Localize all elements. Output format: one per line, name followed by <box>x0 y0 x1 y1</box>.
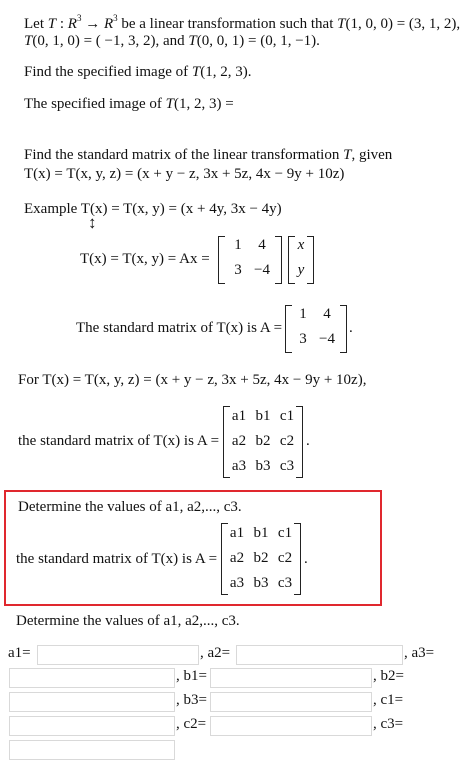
find-image-prompt: Find the specified image of T(1, 2, 3). <box>24 64 252 80</box>
matrix-cell: 1 <box>299 306 307 322</box>
highlight-determine-text: Determine the values of a1, a2,..., c3. <box>18 499 242 515</box>
input-a3[interactable] <box>9 668 175 688</box>
matrix-cell: a1 <box>229 525 245 541</box>
example-line: Example T(x) = T(x, y) = (x + 4y, 3x − 4y) <box>24 201 282 217</box>
label-a2: , a2= <box>200 645 231 661</box>
for-transformation-line: For T(x) = T(x, y, z) = (x + y − z, 3x + 5z, 4x − 9y + 10z), <box>18 372 367 388</box>
input-b3[interactable] <box>210 692 372 712</box>
matrix-cell: c2 <box>277 550 293 566</box>
period: . <box>306 433 310 449</box>
transformation-definition: T(x) = T(x, y, z) = (x + y − z, 3x + 5z, 4x − 9y + 10z) <box>24 166 345 182</box>
matrix-cell: c3 <box>277 575 293 591</box>
std-matrix-2x2-label: The standard matrix of T(x) is A = <box>76 320 283 336</box>
ax-label: T(x) = T(x, y) = Ax = <box>80 251 210 267</box>
input-c1[interactable] <box>9 716 175 736</box>
matrix-cell: c1 <box>279 408 295 424</box>
std-matrix-3x3-label: the standard matrix of T(x) is A = <box>18 433 220 449</box>
period: . <box>349 320 353 336</box>
std-matrix-prompt: Find the standard matrix of the linear transformation T, given <box>24 147 393 163</box>
input-c3[interactable] <box>9 740 175 760</box>
label-a1: a1= <box>8 645 31 661</box>
std-matrix-3x3 <box>223 406 303 478</box>
example-vector <box>288 236 314 284</box>
label-b2: , b2= <box>373 668 404 684</box>
example-matrix <box>218 236 282 284</box>
input-a2[interactable] <box>236 645 403 665</box>
specified-image-label: The specified image of T(1, 2, 3) = <box>24 96 234 112</box>
label-b1: , b1= <box>176 668 207 684</box>
input-c2[interactable] <box>210 716 372 736</box>
problem-line-2: T(0, 1, 0) = ( −1, 3, 2), and T(0, 0, 1) = (0, 1, −1). <box>24 33 320 49</box>
matrix-cell: b3 <box>253 575 269 591</box>
matrix-cell: −4 <box>319 331 335 347</box>
label-c3: , c3= <box>373 716 404 732</box>
matrix-cell: 3 <box>299 331 307 347</box>
label-a3: , a3= <box>404 645 435 661</box>
matrix-cell: 4 <box>258 237 266 253</box>
matrix-cell: 3 <box>234 262 242 278</box>
matrix-cell: a3 <box>231 458 247 474</box>
std-matrix-2x2 <box>285 305 347 353</box>
matrix-cell: c1 <box>277 525 293 541</box>
matrix-cell: c3 <box>279 458 295 474</box>
input-a1[interactable] <box>37 645 199 665</box>
matrix-cell: −4 <box>254 262 270 278</box>
input-b2[interactable] <box>9 692 175 712</box>
vector-cell: x <box>297 237 305 253</box>
matrix-cell: a3 <box>229 575 245 591</box>
matrix-cell: a2 <box>231 433 247 449</box>
matrix-cell: 4 <box>323 306 331 322</box>
matrix-cell: b2 <box>253 550 269 566</box>
matrix-cell: b3 <box>255 458 271 474</box>
highlight-matrix <box>221 523 301 595</box>
answers-determine-text: Determine the values of a1, a2,..., c3. <box>16 613 240 629</box>
matrix-cell: a1 <box>231 408 247 424</box>
period: . <box>304 551 308 567</box>
label-b3: , b3= <box>176 692 207 708</box>
updown-arrow-icon: ↕ <box>88 213 97 232</box>
matrix-cell: a2 <box>229 550 245 566</box>
matrix-cell: b2 <box>255 433 271 449</box>
label-c1: , c1= <box>373 692 404 708</box>
matrix-cell: b1 <box>255 408 271 424</box>
vector-cell: y <box>297 262 305 278</box>
highlight-matrix-label: the standard matrix of T(x) is A = <box>16 551 218 567</box>
input-b1[interactable] <box>210 668 372 688</box>
matrix-cell: c2 <box>279 433 295 449</box>
matrix-cell: b1 <box>253 525 269 541</box>
matrix-cell: 1 <box>234 237 242 253</box>
problem-line-1: Let T : $R^3 \to R^3$ be a linear transformation such that T(1, 0, 0) = (3, 1, 2), <box>24 13 461 32</box>
label-c2: , c2= <box>176 716 207 732</box>
